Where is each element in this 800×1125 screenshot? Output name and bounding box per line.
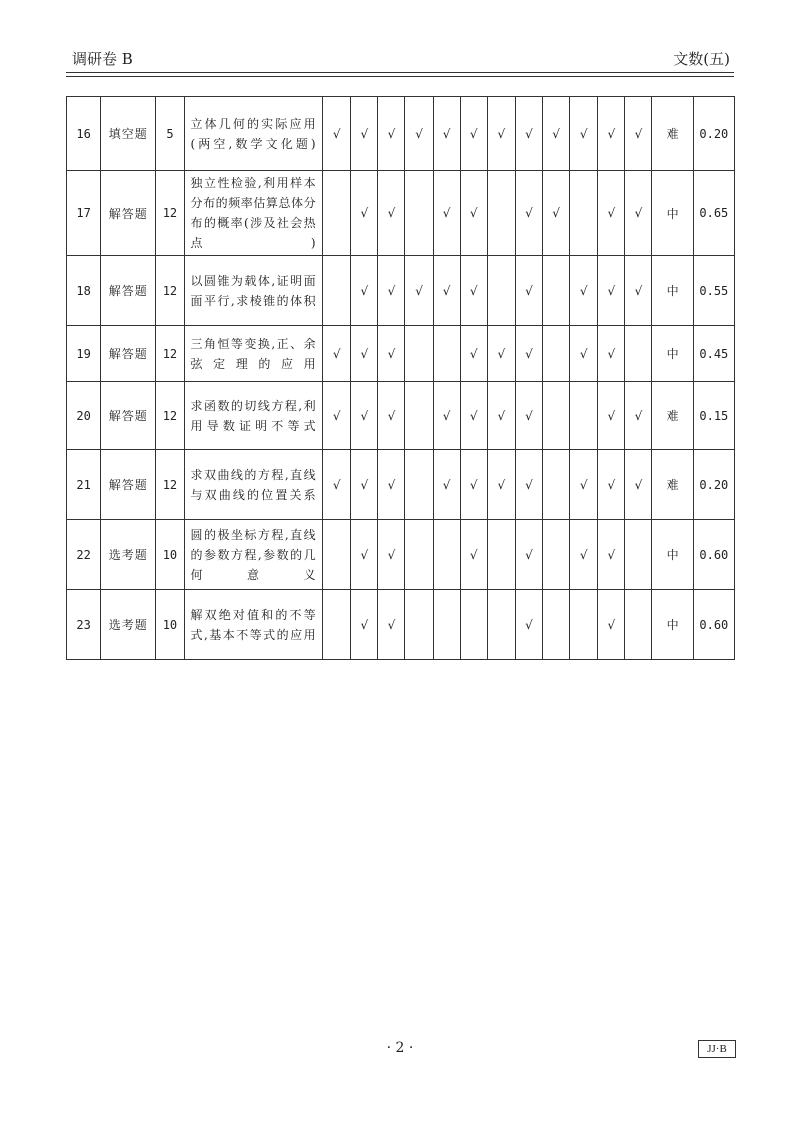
check-cell: √ — [598, 382, 625, 450]
table-row — [67, 326, 735, 382]
table-row — [67, 256, 735, 326]
question-content: 立体几何的实际应用(两空,数学文化题) — [184, 97, 323, 171]
check-cell: √ — [351, 256, 378, 326]
check-cell — [323, 256, 351, 326]
question-type: 解答题 — [101, 256, 156, 326]
check-cell — [570, 382, 598, 450]
expected-rate: 0.55 — [693, 256, 734, 326]
question-content: 以圆锥为载体,证明面面平行,求棱锥的体积 — [184, 256, 323, 326]
check-cell: √ — [460, 382, 487, 450]
check-cell — [543, 520, 570, 590]
check-cell: √ — [323, 326, 351, 382]
check-cell: √ — [378, 450, 405, 520]
check-cell — [487, 256, 515, 326]
check-cell: √ — [598, 256, 625, 326]
table-row — [67, 520, 735, 590]
check-cell — [433, 326, 460, 382]
check-cell — [543, 590, 570, 660]
question-score: 12 — [156, 171, 184, 256]
check-cell: √ — [625, 171, 652, 256]
question-content: 三角恒等变换,正、余弦定理的应用 — [184, 326, 323, 382]
check-cell — [460, 590, 487, 660]
check-cell — [405, 171, 433, 256]
check-cell: √ — [378, 326, 405, 382]
question-number: 19 — [67, 326, 101, 382]
check-cell: √ — [570, 450, 598, 520]
check-cell: √ — [378, 97, 405, 171]
question-type: 填空题 — [101, 97, 156, 171]
table-row — [67, 382, 735, 450]
check-cell: √ — [323, 382, 351, 450]
table-row — [67, 590, 735, 660]
difficulty-level: 中 — [652, 326, 693, 382]
check-cell — [405, 326, 433, 382]
check-cell: √ — [351, 520, 378, 590]
check-cell — [487, 520, 515, 590]
check-cell: √ — [433, 171, 460, 256]
question-number: 21 — [67, 450, 101, 520]
table-row — [67, 97, 735, 171]
question-score: 12 — [156, 256, 184, 326]
expected-rate: 0.45 — [693, 326, 734, 382]
expected-rate: 0.20 — [693, 97, 734, 171]
check-cell — [323, 520, 351, 590]
check-cell: √ — [460, 97, 487, 171]
check-cell: √ — [515, 382, 542, 450]
check-cell: √ — [625, 450, 652, 520]
question-type: 解答题 — [101, 450, 156, 520]
check-cell: √ — [543, 171, 570, 256]
table-body — [67, 97, 735, 660]
header-rule-thin — [66, 76, 734, 77]
check-cell — [625, 326, 652, 382]
expected-rate: 0.65 — [693, 171, 734, 256]
check-cell: √ — [351, 97, 378, 171]
check-cell: √ — [378, 256, 405, 326]
difficulty-level: 中 — [652, 171, 693, 256]
question-number: 17 — [67, 171, 101, 256]
check-cell — [323, 590, 351, 660]
question-content: 圆的极坐标方程,直线的参数方程,参数的几何意义 — [184, 520, 323, 590]
check-cell: √ — [351, 382, 378, 450]
check-cell: √ — [378, 171, 405, 256]
check-cell — [487, 171, 515, 256]
check-cell: √ — [351, 171, 378, 256]
check-cell — [570, 590, 598, 660]
check-cell: √ — [433, 450, 460, 520]
question-number: 22 — [67, 520, 101, 590]
check-cell: √ — [515, 326, 542, 382]
check-cell — [405, 590, 433, 660]
question-content: 解双绝对值和的不等式,基本不等式的应用 — [184, 590, 323, 660]
check-cell: √ — [378, 520, 405, 590]
question-type: 选考题 — [101, 520, 156, 590]
check-cell: √ — [570, 256, 598, 326]
check-cell: √ — [487, 450, 515, 520]
check-cell — [405, 382, 433, 450]
check-cell: √ — [378, 590, 405, 660]
check-cell: √ — [515, 97, 542, 171]
table-row — [67, 450, 735, 520]
difficulty-level: 中 — [652, 520, 693, 590]
check-cell: √ — [487, 382, 515, 450]
check-cell — [625, 590, 652, 660]
check-cell — [625, 520, 652, 590]
check-cell: √ — [625, 382, 652, 450]
question-score: 12 — [156, 450, 184, 520]
check-cell — [405, 520, 433, 590]
check-cell: √ — [323, 97, 351, 171]
footer-badge: JJ·B — [698, 1040, 736, 1058]
question-score: 12 — [156, 382, 184, 450]
question-score: 10 — [156, 520, 184, 590]
check-cell: √ — [487, 97, 515, 171]
difficulty-level: 难 — [652, 382, 693, 450]
check-cell: √ — [351, 450, 378, 520]
check-cell: √ — [460, 520, 487, 590]
check-cell — [405, 450, 433, 520]
check-cell: √ — [598, 171, 625, 256]
check-cell: √ — [323, 450, 351, 520]
exam-analysis-table — [66, 96, 735, 660]
check-cell: √ — [460, 256, 487, 326]
check-cell — [433, 520, 460, 590]
expected-rate: 0.60 — [693, 520, 734, 590]
difficulty-level: 中 — [652, 590, 693, 660]
check-cell: √ — [598, 326, 625, 382]
check-cell: √ — [543, 97, 570, 171]
question-score: 12 — [156, 326, 184, 382]
difficulty-level: 难 — [652, 97, 693, 171]
check-cell: √ — [515, 450, 542, 520]
check-cell: √ — [625, 97, 652, 171]
check-cell: √ — [487, 326, 515, 382]
expected-rate: 0.60 — [693, 590, 734, 660]
question-content: 求函数的切线方程,利用导数证明不等式 — [184, 382, 323, 450]
question-type: 解答题 — [101, 326, 156, 382]
question-content: 求双曲线的方程,直线与双曲线的位置关系 — [184, 450, 323, 520]
check-cell: √ — [515, 171, 542, 256]
check-cell: √ — [405, 256, 433, 326]
check-cell: √ — [598, 520, 625, 590]
header-title-right: 文数(五) — [673, 50, 730, 68]
check-cell: √ — [460, 326, 487, 382]
question-number: 18 — [67, 256, 101, 326]
check-cell: √ — [515, 520, 542, 590]
check-cell — [570, 171, 598, 256]
header-rule-thick — [66, 72, 734, 73]
check-cell: √ — [570, 520, 598, 590]
check-cell: √ — [515, 256, 542, 326]
expected-rate: 0.15 — [693, 382, 734, 450]
question-type: 选考题 — [101, 590, 156, 660]
question-content: 独立性检验,利用样本分布的频率估算总体分布的概率(涉及社会热点) — [184, 171, 323, 256]
expected-rate: 0.20 — [693, 450, 734, 520]
question-score: 10 — [156, 590, 184, 660]
check-cell: √ — [405, 97, 433, 171]
check-cell: √ — [625, 256, 652, 326]
check-cell: √ — [351, 590, 378, 660]
check-cell: √ — [598, 450, 625, 520]
question-score: 5 — [156, 97, 184, 171]
check-cell: √ — [460, 171, 487, 256]
check-cell: √ — [598, 97, 625, 171]
question-type: 解答题 — [101, 171, 156, 256]
check-cell — [543, 256, 570, 326]
check-cell: √ — [598, 590, 625, 660]
check-cell: √ — [460, 450, 487, 520]
check-cell: √ — [570, 97, 598, 171]
question-number: 23 — [67, 590, 101, 660]
header-title-left: 调研卷 B — [72, 50, 133, 68]
check-cell — [543, 450, 570, 520]
page-header — [66, 48, 734, 74]
check-cell: √ — [433, 382, 460, 450]
page-number: · 2 · — [386, 1040, 414, 1056]
difficulty-level: 难 — [652, 450, 693, 520]
question-type: 解答题 — [101, 382, 156, 450]
check-cell: √ — [433, 97, 460, 171]
check-cell — [487, 590, 515, 660]
table-row — [67, 171, 735, 256]
check-cell: √ — [351, 326, 378, 382]
check-cell: √ — [570, 326, 598, 382]
check-cell — [433, 590, 460, 660]
check-cell — [543, 326, 570, 382]
check-cell: √ — [433, 256, 460, 326]
check-cell — [543, 382, 570, 450]
check-cell — [323, 171, 351, 256]
question-number: 20 — [67, 382, 101, 450]
check-cell: √ — [515, 590, 542, 660]
check-cell: √ — [378, 382, 405, 450]
question-number: 16 — [67, 97, 101, 171]
difficulty-level: 中 — [652, 256, 693, 326]
